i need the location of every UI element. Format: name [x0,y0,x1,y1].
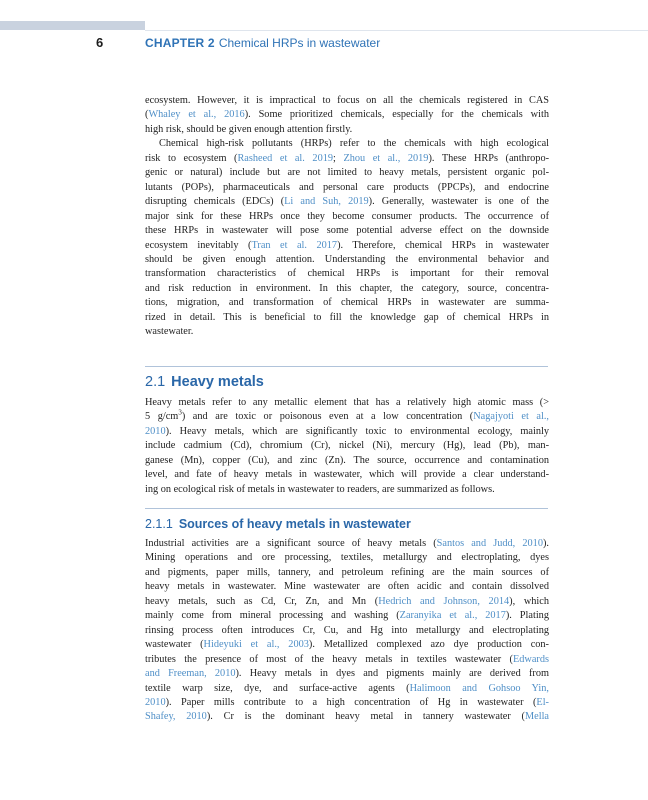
subsection-title: Sources of heavy metals in wastewater [178,517,411,531]
text-line: heavy metals, such as Cd, Cr, Zn, and Mn (Hedrich and Johnson, 2014), which [145,595,549,607]
text-line: should be given enough attention. Understanding the environmental behavior and [145,253,549,265]
text-line: Industrial activities are a significant source of heavy metals (Santos and Judd, 2010). [145,538,549,549]
header-accent-bar [0,21,145,30]
section-heading [145,374,264,390]
citation-link[interactable]: Nagajyoti et al., [473,411,550,423]
subsection-paragraph [145,537,549,725]
section-divider [145,366,548,367]
text-line: ing on ecological risk of metals in wastewater to readers, are summarized as follows. [145,483,495,495]
text-line: ecosystem inevitably (Tran et al. 2017). Therefore, chemical HRPs in wastewater [145,239,549,251]
citation-link[interactable]: Rasheed et al. 2019 [237,152,334,164]
text-line: Heavy metals refer to any metallic element that has a relatively high atomic mass (> [145,397,549,408]
text-line: wastewater (Hideyuki et al., 2003). Metallized complexed azo dye production con- [145,639,549,651]
text-line: 2010). Paper mills contribute to a high concentration of Hg in wastewater (El- [145,696,549,708]
citation-link[interactable]: Whaley et al., 2016 [148,109,245,121]
chapter-label: CHAPTER 2 [145,36,215,50]
text-line: heavy metals in wastewater. Mine wastewater are often acidic and contain dissolved [145,581,549,593]
text-line: Chemical high-risk pollutants (HRPs) refer to the chemicals with high ecological [159,138,549,150]
citation-link[interactable]: 2010 [145,425,166,437]
text-line: these HRPs in wastewater will pose some potential adverse effect on the downside [145,225,549,237]
citation-link[interactable]: Mella [524,711,550,723]
citation-link[interactable]: Zhou et al., 2019 [343,152,429,164]
citation-link[interactable]: Hideyuki et al., 2003 [203,639,309,651]
section-number: 2.1 [145,374,166,390]
text-line: include cadmium (Cd), chromium (Cr), nickel (Ni), mercury (Hg), lead (Pb), man- [145,440,549,452]
text-line: rinsing process often introduces Cr, Cu, and Hg into metallurgy and electroplating [145,624,549,636]
citation-link[interactable]: Zaranyika et al., 2017 [399,610,506,622]
chapter-title: Chemical HRPs in wastewater [218,36,381,50]
running-header [145,36,380,50]
subsection-divider [145,508,548,509]
citation-link[interactable]: Edwards [512,653,549,665]
citation-link[interactable]: and Freeman, 2010 [145,668,236,680]
text-line: and risk reduction in environment. In this chapter, the category, source, concentra- [145,282,549,294]
citation-link[interactable]: El- [536,696,549,708]
text-line: transformation characteristics of chemical HRPs is important for their removal [145,268,549,280]
text-line: mainly come from mineral processing and washing (Zaranyika et al., 2017). Plating [145,610,549,622]
text-line: risk to ecosystem (Rasheed et al. 2019; Zhou et al., 2019). These HRPs (anthropo- [145,152,550,164]
citation-link[interactable]: Santos and Judd, 2010 [436,538,543,549]
section-paragraph [145,396,549,497]
text-line: ecosystem. However, it is impractical to focus on all the chemicals registered in CAS [145,95,549,106]
citation-link[interactable]: 2010 [145,696,166,708]
text-line: Shafey, 2010). Cr is the dominant heavy metal in tannery wastewater (Mella [145,711,550,723]
citation-link[interactable]: Hedrich and Johnson, 2014 [378,595,510,607]
text-line: 5 $g/cm^3$) and are toxic or poisonous even at a low concentration (Nagajyoti et al., [145,409,550,423]
text-line: disrupting chemicals (EDCs) (Li and Suh, 2019). Generally, wastewater is one of the [145,196,550,208]
text-line: (Whaley et al., 2016). Some prioritized chemicals, especially for the chemicals with [145,109,549,121]
text-line: major sink for these HRPs once they become consumer products. The occurrence of [145,210,549,222]
intro-paragraphs [145,94,549,340]
text-line: 2010). Heavy metals, which are significantly toxic to environmental ecology, mainly [145,425,549,437]
citation-link[interactable]: Shafey, 2010 [145,711,207,723]
superscript: 3 [178,409,182,418]
text-line: and pigments, paper mills, tannery, and petroleum refining are the main sources of [145,566,549,578]
subsection-number: 2.1.1 [145,517,173,531]
text-line: rized in detail. This is beneficial to fill the knowledge gap of chemical HRPs in [145,311,549,323]
text-line: high risk, should be given enough attention firstly. [145,123,353,135]
text-line: ganese (Mn), copper (Cu), and zinc (Zn). The source, occurrence and contamination [145,454,549,466]
section-title: Heavy metals [171,374,264,390]
text-line: textile warp size, dye, and surface-active agents (Halimoon and Gohsoo Yin, [145,682,549,694]
text-line: lutants (POPs), pharmaceuticals and personal care products (PPCPs), and endocrine [145,181,549,193]
citation-link[interactable]: Li and Suh, 2019 [284,196,369,208]
subsection-heading [145,517,411,531]
text-line: wastewater. [145,326,194,338]
text-line: and Freeman, 2010). Heavy metals in dyes and pigments mainly are derived from [145,668,549,680]
text-line: genic or natural) include but are not limited to heavy metals, persistent organic pol- [145,167,549,179]
citation-link[interactable]: Halimoon and Gohsoo Yin, [409,682,549,694]
citation-link[interactable]: Tran et al. 2017 [251,239,338,251]
page-number: 6 [96,35,104,50]
text-line: tions, migration, and transformation of chemical HRPs in wastewater are summa- [145,297,549,309]
text-line: level, and fate of heavy metals in wastewater, which will provide a clear understand- [145,469,549,481]
text-line: Mining operations and ore processing, textiles, metallurgy and electroplating, dyes [145,552,549,564]
text-line: tributes the presence of most of the heavy metals in textiles wastewater (Edwards [145,653,549,665]
header-rule [145,30,648,31]
